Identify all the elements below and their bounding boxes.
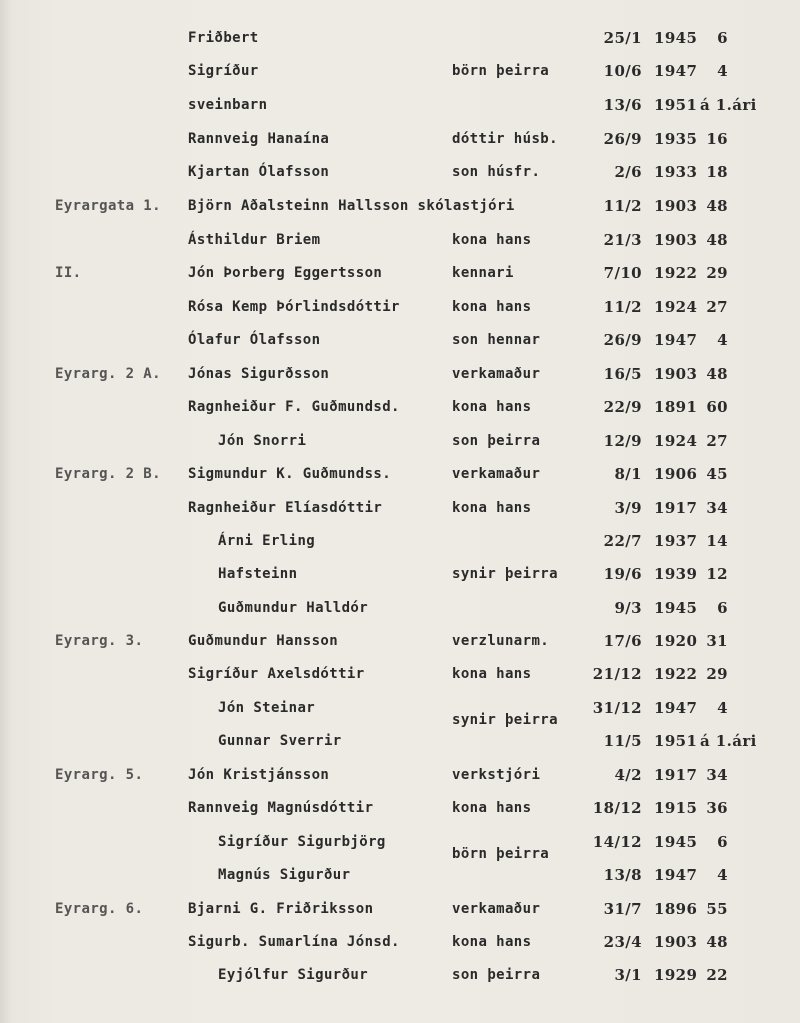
birth-date-cell: 26/9 xyxy=(603,130,642,148)
address-cell: Eyrarg. 3. xyxy=(55,633,144,649)
age-cell: 29 xyxy=(706,665,728,683)
address-cell: II. xyxy=(55,265,82,281)
name-cell: Ragnheiður Elíasdóttir xyxy=(188,500,383,516)
age-cell: 34 xyxy=(706,499,728,517)
birth-year-cell: 1951 xyxy=(654,732,698,750)
age-cell: 18 xyxy=(706,163,728,181)
table-row xyxy=(0,295,800,319)
age-cell: 45 xyxy=(706,465,728,483)
relation-cell: kona hans xyxy=(452,934,532,950)
table-row xyxy=(0,830,800,862)
birth-year-cell: 1924 xyxy=(654,432,698,450)
name-cell: Sigurb. Sumarlína Jónsd. xyxy=(188,934,400,950)
table-row xyxy=(0,93,800,117)
relation-cell: son hennar xyxy=(452,332,541,348)
birth-date-cell: 22/7 xyxy=(603,532,642,550)
birth-year-cell: 1917 xyxy=(654,499,698,517)
name-cell: Hafsteinn xyxy=(218,566,298,582)
age-cell: 48 xyxy=(706,933,728,951)
birth-date-cell: 10/6 xyxy=(603,62,642,80)
table-row xyxy=(0,897,800,921)
name-cell: Sigríður Axelsdóttir xyxy=(188,666,365,682)
birth-date-cell: 11/2 xyxy=(603,298,642,316)
birth-year-cell: 1937 xyxy=(654,532,698,550)
birth-year-cell: 1906 xyxy=(654,465,698,483)
birth-year-cell: 1933 xyxy=(654,163,698,181)
relation-cell: kennari xyxy=(452,265,514,281)
relation-cell: kona hans xyxy=(452,666,532,682)
age-cell: 27 xyxy=(706,298,728,316)
age-cell: 55 xyxy=(706,900,728,918)
age-cell: 48 xyxy=(706,231,728,249)
birth-year-cell: 1915 xyxy=(654,799,698,817)
age-cell: 16 xyxy=(706,130,728,148)
address-cell: Eyrarg. 2 B. xyxy=(55,466,161,482)
table-row xyxy=(0,562,800,586)
table-row xyxy=(0,261,800,285)
name-cell: Ásthildur Briem xyxy=(188,232,321,248)
age-cell: 29 xyxy=(706,264,728,282)
age-cell: 27 xyxy=(706,432,728,450)
relation-cell: kona hans xyxy=(452,800,532,816)
birth-year-cell: 1945 xyxy=(654,29,698,47)
birth-date-cell: 21/3 xyxy=(603,231,642,249)
table-row xyxy=(0,696,800,728)
birth-date-cell: 8/1 xyxy=(614,465,642,483)
name-cell: Jón Snorri xyxy=(218,433,307,449)
birth-year-cell: 1945 xyxy=(654,599,698,617)
age-cell: 4 xyxy=(717,62,728,80)
relation-cell: verkstjóri xyxy=(452,767,541,783)
birth-year-cell: 1917 xyxy=(654,766,698,784)
birth-date-cell: 19/6 xyxy=(603,565,642,583)
name-cell: Jón Kristjánsson xyxy=(188,767,330,783)
name-cell: Kjartan Ólafsson xyxy=(188,164,330,180)
birth-year-cell: 1951 xyxy=(654,96,698,114)
table-row xyxy=(0,496,800,520)
birth-year-cell: 1903 xyxy=(654,197,698,215)
birth-date-cell: 14/12 xyxy=(592,833,642,851)
name-cell: Jón Þorberg Eggertsson xyxy=(188,265,383,281)
table-row xyxy=(0,796,800,820)
birth-date-cell: 23/4 xyxy=(603,933,642,951)
table-row xyxy=(0,529,800,553)
name-cell: Rannveig Hanaína xyxy=(188,131,330,147)
birth-date-cell: 13/8 xyxy=(603,866,642,884)
birth-year-cell: 1903 xyxy=(654,933,698,951)
birth-year-cell: 1929 xyxy=(654,966,698,984)
name-cell: Friðbert xyxy=(188,30,259,46)
table-row xyxy=(0,127,800,151)
table-row xyxy=(0,26,800,50)
relation-cell: verkamaður xyxy=(452,901,541,917)
relation-cell: son húsfr. xyxy=(452,164,541,180)
relation-cell: kona hans xyxy=(452,299,532,315)
age-cell: 48 xyxy=(706,365,728,383)
address-cell: Eyrarg. 5. xyxy=(55,767,144,783)
relation-cell: kona hans xyxy=(452,232,532,248)
age-cell: 48 xyxy=(706,197,728,215)
table-row xyxy=(0,429,800,453)
table-row xyxy=(0,662,800,686)
relation-cell: synir þeirra xyxy=(452,712,558,728)
relation-cell: son þeirra xyxy=(452,433,541,449)
name-cell: Rósa Kemp Þórlindsdóttir xyxy=(188,299,400,315)
age-cell: á 1.ári xyxy=(700,96,757,114)
relation-cell: börn þeirra xyxy=(452,846,550,862)
name-cell: Jónas Sigurðsson xyxy=(188,366,330,382)
birth-date-cell: 7/10 xyxy=(603,264,642,282)
birth-date-cell: 31/12 xyxy=(592,699,642,717)
name-cell: Bjarni G. Friðriksson xyxy=(188,901,374,917)
birth-year-cell: 1939 xyxy=(654,565,698,583)
age-cell: 14 xyxy=(706,532,728,550)
name-cell: Sigríður Sigurbjörg xyxy=(218,834,386,850)
table-row xyxy=(0,59,800,83)
table-row xyxy=(0,462,800,486)
birth-date-cell: 16/5 xyxy=(603,365,642,383)
age-cell: 22 xyxy=(706,966,728,984)
age-cell: 6 xyxy=(717,833,728,851)
relation-cell: synir þeirra xyxy=(452,566,558,582)
table-row xyxy=(0,160,800,184)
name-cell: Rannveig Magnúsdóttir xyxy=(188,800,374,816)
relation-cell: verkamaður xyxy=(452,466,541,482)
table-row xyxy=(0,763,800,787)
birth-year-cell: 1924 xyxy=(654,298,698,316)
name-cell: Guðmundur Halldór xyxy=(218,600,369,616)
name-cell: Ragnheiður F. Guðmundsd. xyxy=(188,399,400,415)
birth-date-cell: 18/12 xyxy=(592,799,642,817)
name-cell: Sigríður xyxy=(188,63,259,79)
birth-date-cell: 3/9 xyxy=(614,499,642,517)
birth-date-cell: 26/9 xyxy=(603,331,642,349)
birth-date-cell: 22/9 xyxy=(603,398,642,416)
birth-date-cell: 11/2 xyxy=(603,197,642,215)
name-cell: Árni Erling xyxy=(218,533,316,549)
birth-year-cell: 1903 xyxy=(654,231,698,249)
birth-date-cell: 12/9 xyxy=(603,432,642,450)
relation-cell: verkamaður xyxy=(452,366,541,382)
age-cell: 31 xyxy=(706,632,728,650)
relation-cell: dóttir húsb. xyxy=(452,131,558,147)
name-cell: sveinbarn xyxy=(188,97,268,113)
relation-cell: kona hans xyxy=(452,399,532,415)
birth-date-cell: 11/5 xyxy=(603,732,642,750)
birth-date-cell: 21/12 xyxy=(592,665,642,683)
age-cell: 60 xyxy=(706,398,728,416)
birth-year-cell: 1947 xyxy=(654,62,698,80)
table-row xyxy=(0,930,800,954)
birth-date-cell: 4/2 xyxy=(614,766,642,784)
relation-cell: son þeirra xyxy=(452,967,541,983)
name-cell: Björn Aðalsteinn Hallsson skólastjóri xyxy=(188,198,515,214)
age-cell: 36 xyxy=(706,799,728,817)
table-row xyxy=(0,596,800,620)
table-row xyxy=(0,362,800,386)
table-row xyxy=(0,729,800,753)
name-cell: Sigmundur K. Guðmundss. xyxy=(188,466,392,482)
birth-date-cell: 31/7 xyxy=(603,900,642,918)
table-row xyxy=(0,629,800,653)
name-cell: Magnús Sigurður xyxy=(218,867,351,883)
birth-date-cell: 17/6 xyxy=(603,632,642,650)
age-cell: 12 xyxy=(706,565,728,583)
birth-year-cell: 1891 xyxy=(654,398,698,416)
age-cell: 34 xyxy=(706,766,728,784)
relation-cell: verzlunarm. xyxy=(452,633,550,649)
birth-year-cell: 1920 xyxy=(654,632,698,650)
table-row xyxy=(0,395,800,419)
birth-date-cell: 2/6 xyxy=(614,163,642,181)
age-cell: 4 xyxy=(717,699,728,717)
age-cell: 6 xyxy=(717,599,728,617)
birth-year-cell: 1947 xyxy=(654,866,698,884)
name-cell: Guðmundur Hansson xyxy=(188,633,339,649)
table-row xyxy=(0,963,800,987)
name-cell: Jón Steinar xyxy=(218,700,316,716)
birth-year-cell: 1935 xyxy=(654,130,698,148)
birth-year-cell: 1947 xyxy=(654,699,698,717)
age-cell: 6 xyxy=(717,29,728,47)
address-cell: Eyrarg. 6. xyxy=(55,901,144,917)
birth-year-cell: 1945 xyxy=(654,833,698,851)
table-row xyxy=(0,228,800,252)
birth-date-cell: 9/3 xyxy=(614,599,642,617)
relation-cell: kona hans xyxy=(452,500,532,516)
birth-year-cell: 1903 xyxy=(654,365,698,383)
table-row xyxy=(0,328,800,352)
birth-year-cell: 1947 xyxy=(654,331,698,349)
relation-cell: börn þeirra xyxy=(452,63,550,79)
name-cell: Eyjólfur Sigurður xyxy=(218,967,369,983)
birth-date-cell: 13/6 xyxy=(603,96,642,114)
birth-date-cell: 3/1 xyxy=(614,966,642,984)
age-cell: á 1.ári xyxy=(700,732,757,750)
name-cell: Ólafur Ólafsson xyxy=(188,332,321,348)
address-cell: Eyrargata 1. xyxy=(55,198,161,214)
name-cell: Gunnar Sverrir xyxy=(218,733,342,749)
age-cell: 4 xyxy=(717,331,728,349)
age-cell: 4 xyxy=(717,866,728,884)
birth-year-cell: 1922 xyxy=(654,665,698,683)
birth-date-cell: 25/1 xyxy=(603,29,642,47)
birth-year-cell: 1922 xyxy=(654,264,698,282)
birth-year-cell: 1896 xyxy=(654,900,698,918)
table-row xyxy=(0,863,800,887)
address-cell: Eyrarg. 2 A. xyxy=(55,366,161,382)
table-row xyxy=(0,194,800,218)
